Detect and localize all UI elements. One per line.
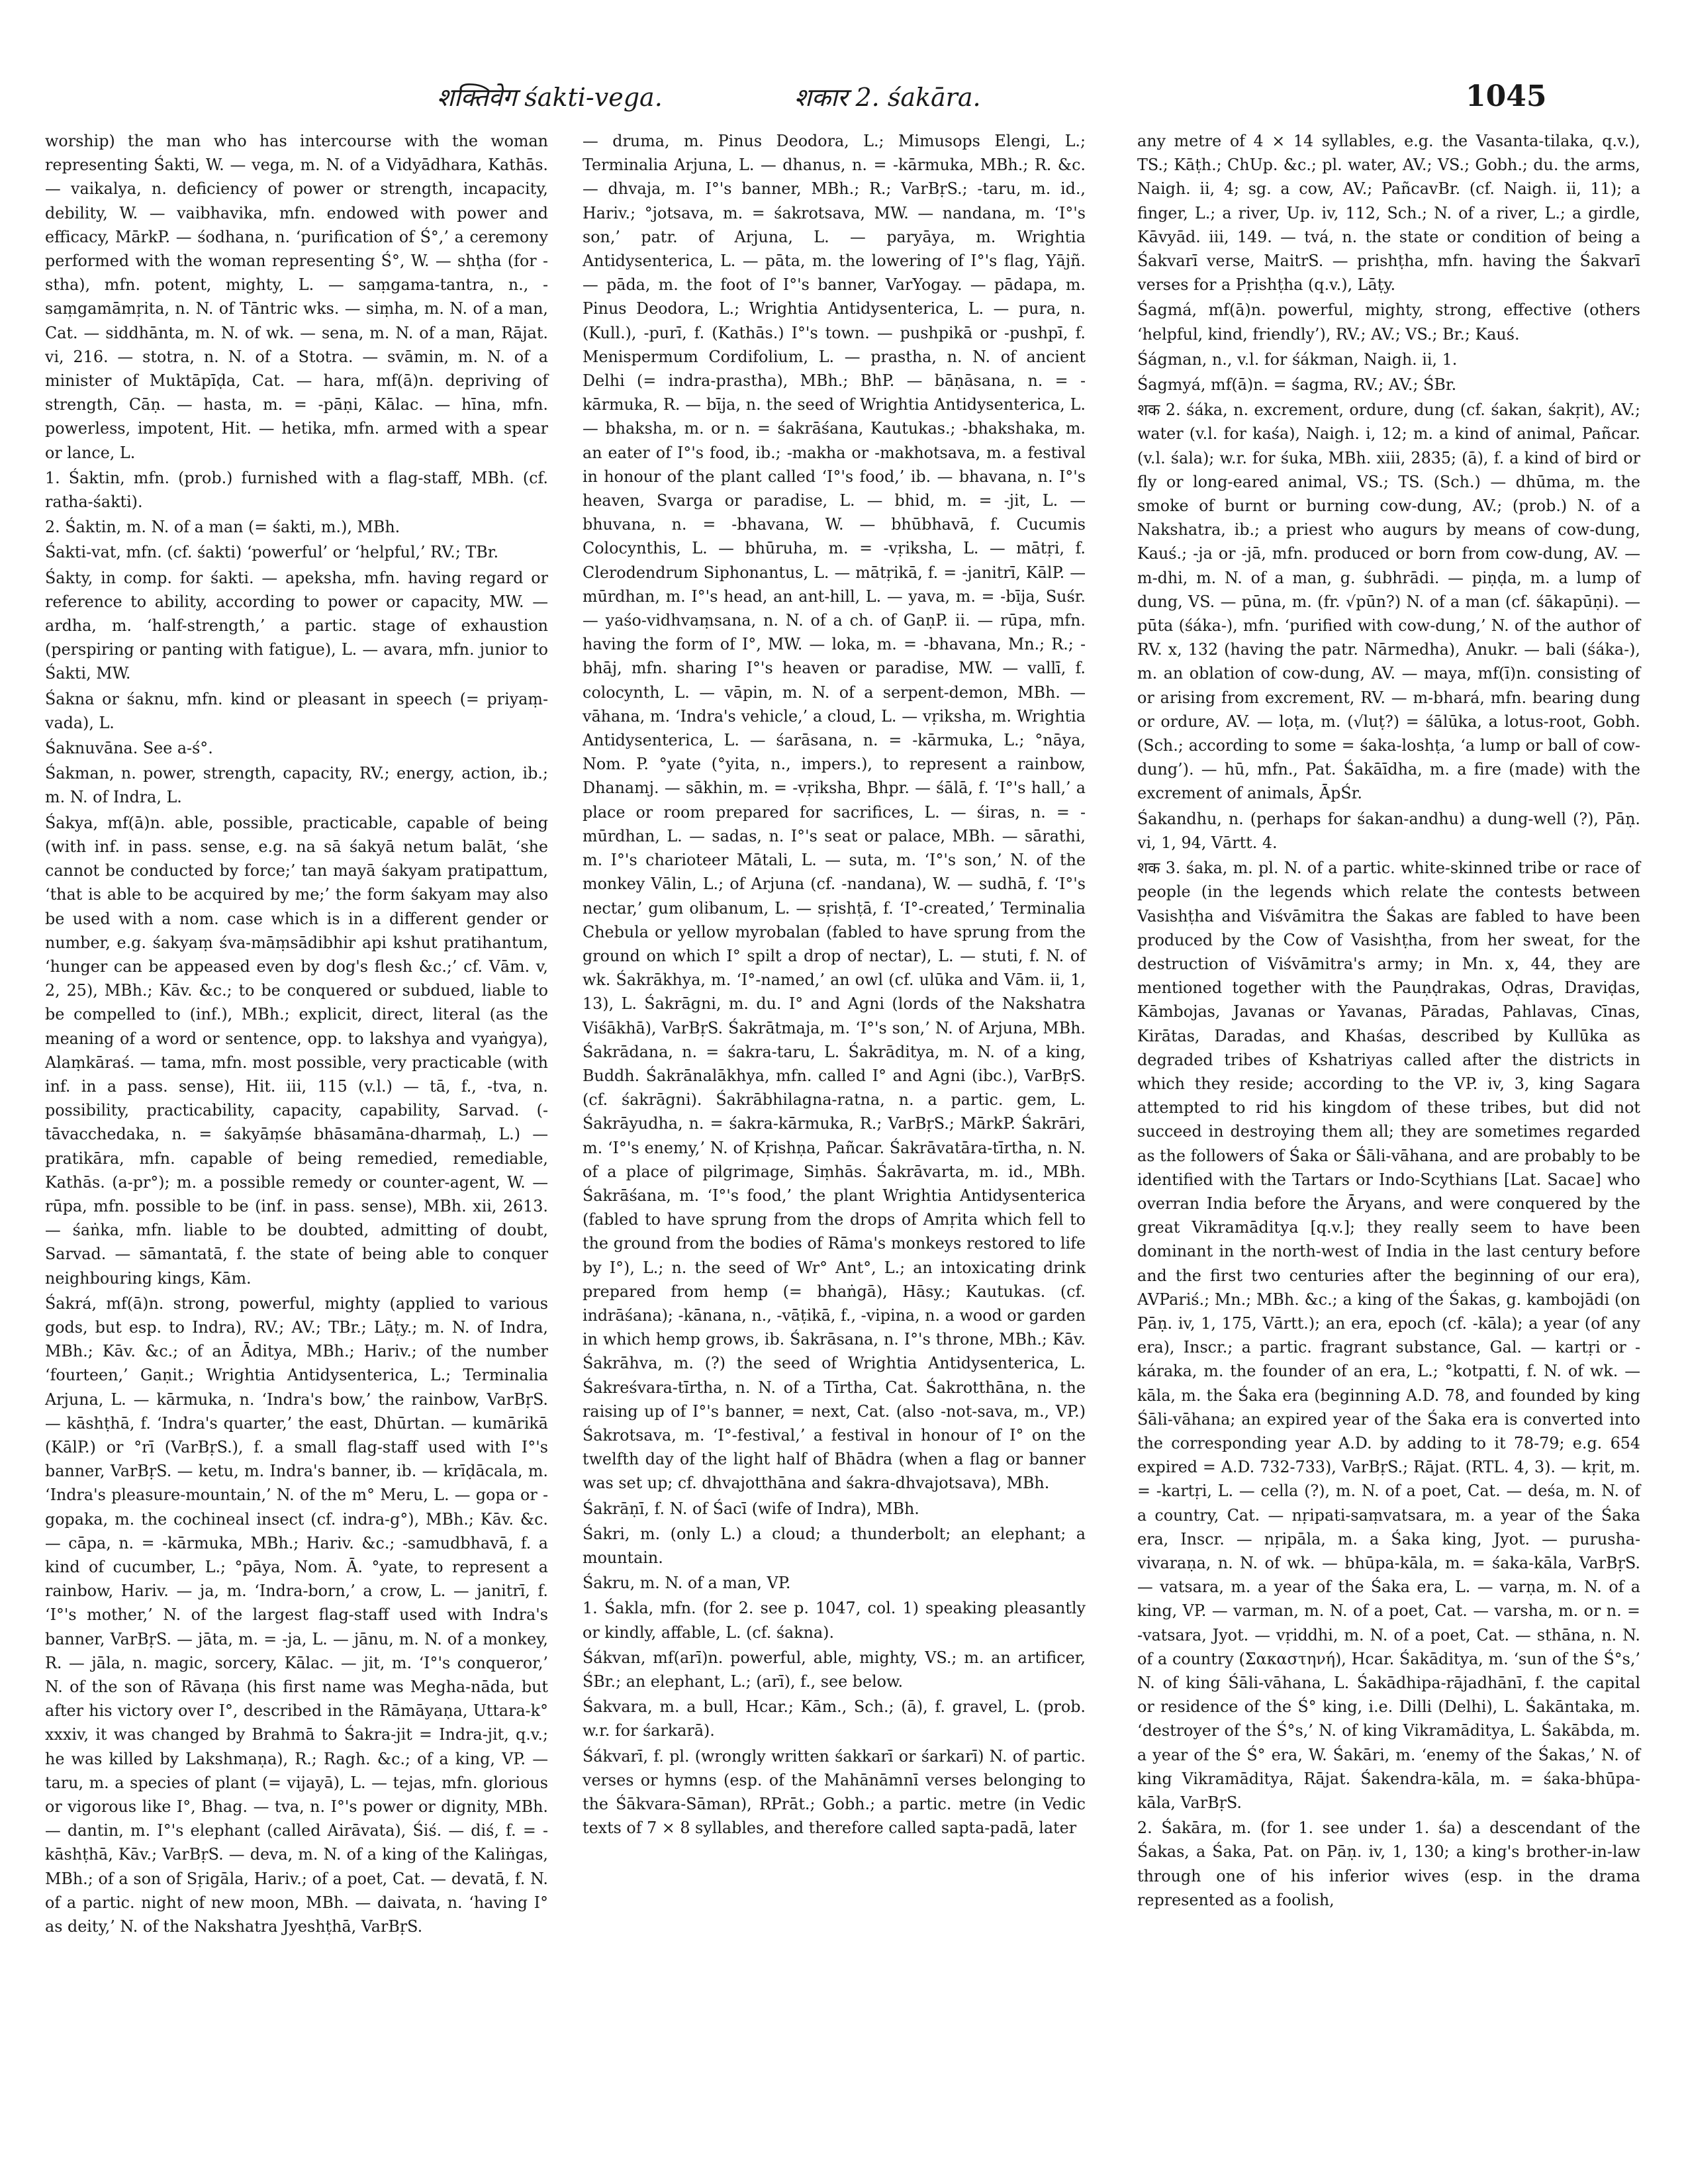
dictionary-entry: Śakti-vat, mfn. (cf. śakti) ‘powerful’ or ‘helpful,’ RV.; TBr. (45, 543, 499, 562)
dictionary-entry: 1. Śakla, mfn. (for 2. see p. 1047, col. 1) speaking pleasantly or kindly, affable, L. (cf. śakna). (583, 1599, 1086, 1642)
dictionary-entry: Śakrá, mf(ā)n. strong, powerful, mighty (applied to various gods, but esp. to Indra), RV.; AV.; TBr.; Lāṭy.; m. N. of Indra, MBh.; Kāv. &c.; of an Āditya, MBh.; Hariv.; of the number ‘fourteen,’ Gaṇit.; Wrightia Antidysenterica, L.; Terminalia Arjuna, L. — kārmuka, n. ‘Indra's bow,’ the rainbow, VarBṛS. — kāshṭhā, f. ‘Indra's quarter,’ the east, Dhūrtan. — kumārikā (KālP.) or °rī (VarBṛS.), f. a small flag-staff used with I°'s banner, VarBṛS. — ketu, m. Indra's banner, ib. — krīḍācala, m. ‘Indra's pleasure-mountain,’ N. of the m° Meru, L. — gopa or -gopaka, m. the cochineal insect (cf. indra-g°), MBh.; Kāv. &c. — cāpa, n. = -kārmuka, MBh.; Hariv. &c.; -samudbhavā, f. a kind of cucumber, L.; °pāya, Nom. Ā. °yate, to represent a rainbow, Hariv. — ja, m. ‘Indra-born,’ a crow, L. — janitrī, f. ‘I°'s mother,’ N. of the largest flag-staff used with Indra's banner, VarBṛS. — jāta, m. = -ja, L. — jānu, m. N. of a monkey, R. — jāla, n. magic, sorcery, Kālac. — jit, m. ‘I°'s conqueror,’ N. of the son of Rāvaṇa (his first name was Megha-nāda, but after his victory over I°, described in the Rāmāyaṇa, Uttara-k° xxxiv, it was changed by Brahmā to Śakra-jit = Indra-jit, q.v.; he was killed by Lakshmaṇa), R.; Ragh. &c.; of a king, VP. — taru, m. a species of plant (= vijayā), L. — tejas, mfn. glorious or vigorous like I°, Bhag. — tva, n. I°'s power or dignity, MBh. — dantin, m. I°'s elephant (called Airāvata), Śiś. — diś, f. = -kāshṭhā, Kāv.; VarBṛS. — deva, m. N. of a king of the Kaliṅgas, MBh.; of a son of Sṛigāla, Hariv.; of a poet, Cat. — devatā, f. N. of a partic. night of new moon, MBh. — daivata, n. ‘having I° as deity,’ N. of the Nakshatra Jyeshṭhā, VarBṛS. (45, 1294, 548, 1936)
column-left (45, 129, 548, 1940)
running-head-middle: शकार 2. śakāra. (794, 83, 981, 112)
dictionary-entry: Śákvarī, f. pl. (wrongly written śakkarī or śarkarī) N. of partic. verses or hymns (esp. of the Mahānāmnī verses belonging to the Śākvara-Sāman), RPrāt.; Gobh.; a partic. metre (in Vedic texts of 7 × 8 syllables, and therefore called sapta-padā, later (583, 1746, 1086, 1838)
dictionary-entry: Śakri, m. (only L.) a cloud; a thunderbolt; an elephant; a mountain. (583, 1524, 1086, 1567)
dictionary-entry: Śágman, n., v.l. for śákman, Naigh. ii, 1. (1137, 350, 1458, 369)
running-head-left: शक्तिवेग śakti-vega. (437, 83, 663, 112)
dictionary-entry: Śagmyá, mf(ā)n. = śagma, RV.; AV.; ŚBr. (1137, 375, 1457, 395)
column-right (1137, 129, 1640, 1913)
dictionary-entry: — druma, m. Pinus Deodora, L.; Mimusops Elengi, L.; Terminalia Arjuna, L. — dhanus, n. = -kārmuka, MBh.; R. &c. — dhvaja, m. I°'s banner, MBh.; R.; VarBṛS.; -taru, m. id., Hariv.; °jotsava, m. = śakrotsava, MW. — nandana, m. ‘I°'s son,’ patr. of Arjuna, L. — paryāya, m. Wrightia Antidysenterica, L. — pāta, m. the lowering of I°'s flag, Yājñ. — pāda, m. the foot of I°'s banner, VarYogay. — pādapa, m. Pinus Deodora, L.; Wrightia Antidysenterica, L. — pura, n. (Kull.), -purī, f. (Kathās.) I°'s town. — pushpikā or -pushpī, f. Menispermum Cordifolium, L. — prastha, n. N. of ancient Delhi (= indra-prastha), MBh.; BhP. — bāṇāsana, n. = -kārmuka, R. — bīja, n. the seed of Wrightia Antidysenterica, L. — bhaksha, m. or n. = śakrāśana, Kautukas.; -bhakshaka, m. an eater of I°'s food, ib.; -makha or -makhotsava, m. a festival in honour of the plant called ‘I°'s food,’ ib. — bhavana, n. I°'s heaven, Svarga or paradise, L. — bhid, m. = -jit, L. — bhuvana, n. = -bhavana, W. — bhūbhavā, f. Cucumis Colocynthis, L. — bhūruha, m. = -vṛiksha, L. — mātṛi, f. Clerodendrum Siphonantus, L. — mātṛikā, f. = -janitrī, KālP. — mūrdhan, m. I°'s head, an ant-hill, L. — yava, m. = -bīja, Suśr. — yaśo-vidhvaṃsana, n. N. of a ch. of GaṇP. ii. — rūpa, mfn. having the form of I°, MW. — loka, m. = -bhavana, Mn.; R.; -bhāj, mfn. sharing I°'s heaven or paradise, MW. — vallī, f. colocynth, L. — vāpin, m. N. of a serpent-demon, MBh. — vāhana, m. ‘Indra's vehicle,’ a cloud, L. — vṛiksha, m. Wrightia Antidysenterica, L. — śarāsana, n. = -kārmuka, L.; °nāya, Nom. P. °yate (°yita, n., impers.), to represent a rainbow, Dhanamj. — sākhin, m. = -vṛiksha, Bhpr. — śālā, f. ‘I°'s hall,’ a place or room prepared for sacrifices, L. — śiras, n. = -mūrdhan, L. — sadas, n. I°'s seat or palace, MBh. — sārathi, m. I°'s charioteer Mātali, L. — suta, m. ‘I°'s son,’ N. of the monkey Vālin, L.; of Arjuna (cf. -nandana), W. — sudhā, f. ‘I°'s nectar,’ gum olibanum, L. — sṛishṭā, f. ‘I°-created,’ Terminalia Chebula or yellow myrobalan (fabled to have sprung from the ground on which I° spilt a drop of nectar), L. — stuti, f. N. of wk. Śakrākhya, m. ‘I°-named,’ an owl (cf. ulūka and Vām. ii, 1, 13), L. Śakrāgni, m. du. I° and Agni (lords of the Nakshatra Viśākhā), VarBṛS. Śakrātmaja, m. ‘I°'s son,’ N. of Arjuna, MBh. Śakrādana, n. = śakra-taru, L. Śakrāditya, m. N. of a king, Buddh. Śakrānalākhya, mfn. called I° and Agni (ibc.), VarBṛS. (cf. śakrāgni). Śakrābhilagna-ratna, n. a partic. gem, L. Śakrāyudha, n. = śakra-kārmuka, R.; VarBṛS.; MārkP. Śakrāri, m. ‘I°'s enemy,’ N. of Kṛishṇa, Pañcar. Śakrāvatāra-tīrtha, n. N. of a place of pilgrimage, Siṃhās. Śakrāvarta, m. id., MBh. Śakrāśana, m. ‘I°'s food,’ the plant Wrightia Antidysenterica (fabled to have sprung from the drops of Amṛita which fell to the ground from the bodies of Rāma's monkeys restored to life by I°), L.; n. the seed of Wr° Ant°, L.; an intoxicating drink prepared from hemp (= bhaṅgā), Hāsy.; Kautukas. (cf. indrāśana); -kānana, n., -vāṭikā, f., -vipina, n. a wood or garden in which hemp grows, ib. Śakrāsana, n. I°'s throne, MBh.; Kāv. Śakrāhva, m. (?) the seed of Wrightia Antidysenterica, L. Śakreśvara-tīrtha, n. N. of a Tīrtha, Cat. Śakrotthāna, n. the raising up of I°'s banner, = next, Cat. (also -not-sava, m., VP.) Śakrotsava, m. ‘I°-festival,’ a festival in honour of I° on the twelfth day of the light half of Bhādra (when a flag or banner was set up; cf. dhvajotthāna and śakra-dhvajotsava), MBh. (583, 132, 1086, 1493)
dictionary-entry: Śagmá, mf(ā)n. powerful, mighty, strong, effective (others ‘helpful, kind, friendly’), RV.; AV.; VS.; Br.; Kauś. (1137, 301, 1640, 344)
dictionary-entry: 1. Śaktin, mfn. (prob.) furnished with a flag-staff, MBh. (cf. ratha-śakti). (45, 468, 548, 512)
dictionary-entry: Śakrāṇī, f. N. of Śacī (wife of Indra), MBh. (583, 1499, 919, 1518)
dictionary-entry: Śakvara, m. a bull, Hcar.; Kām., Sch.; (ā), f. gravel, L. (prob. w.r. for śarkarā). (583, 1697, 1086, 1740)
page-number: 1045 (1466, 79, 1547, 113)
dictionary-entry: शक 2. śáka, n. excrement, ordure, dung (cf. śakan, śakṛit), AV.; water (v.l. for kaśa), Naigh. i, 12; m. a kind of animal, Pañcar. (v.l. śala); w.r. for śuka, MBh. xiii, 2835; (ā), f. a kind of bird or fly or long-eared animal, VS.; TS. (Sch.) — dhūma, m. the smoke of burnt or burning cow-dung, AV.; (prob.) N. of a Nakshatra, ib.; a priest who augurs by means of cow-dung, Kauś.; -ja or -jā, mfn. produced or born from cow-dung, AV. — m-dhi, m. N. of a man, g. śubhrādi. — piṇḍa, m. a lump of dung, VS. — pūna, m. (fr. √pūn?) N. of a man (cf. śākapūṇi). — pūta (śáka-), mfn. ‘purified with cow-dung,’ N. of the author of RV. x, 132 (having the patr. Nārmedha), Anukr. — bali (śáka-), m. an oblation of cow-dung, AV. — maya, mf(ī)n. consisting of or arising from excrement, RV. — m-bhará, mfn. bearing dung or ordure, AV. — loṭa, m. (√luṭ?) = śālūka, a lotus-root, Gobh. (Sch.; according to some = śaka-loshṭa, ‘a lump or ball of cow-dung’). — hū, mfn., Pat. Śakāīdha, m. a fire (made) with the excrement of animals, ĀpŚr. (1137, 401, 1640, 803)
dictionary-entry: 2. Śaktin, m. N. of a man (= śakti, m.), MBh. (45, 518, 400, 537)
dictionary-entry: Śakman, n. power, strength, capacity, RV.; energy, action, ib.; m. N. of Indra, L. (45, 764, 548, 807)
column-middle (583, 129, 1086, 1841)
dictionary-entry: Śakandhu, n. (perhaps for śakan-andhu) a dung-well (?), Pāṇ. vi, 1, 94, Vārtt. 4. (1137, 809, 1640, 852)
dictionary-entry: 2. Śakāra, m. (for 1. see under 1. śa) a descendant of the Śakas, a Śaka, Pat. on Pāṇ. iv, 1, 130; a king's brother-in-law through one of his inferior wives (esp. in the drama represented as a foolish, (1137, 1819, 1640, 1909)
dictionary-entry: Śakna or śaknu, mfn. kind or pleasant in speech (= priyaṃ-vada), L. (45, 689, 548, 732)
dictionary-entry: Śaknuvāna. See a-ś°. (45, 739, 213, 758)
dictionary-entry: शक 3. śaka, m. pl. N. of a partic. white-skinned tribe or race of people (in the legends which relate the contests between Vasishṭha and Viśvāmitra the Śakas are fabled to have been produced by the Cow of Vasishṭha, from her sweat, for the destruction of Viśvāmitra's army; in Mn. x, 44, they are mentioned together with the Pauṇḍrakas, Oḍras, Draviḍas, Kāmbojas, Javanas or Yavanas, Pāradas, Pahlavas, Cīnas, Kirātas, Daradas, and Khaśas, described by Kullūka as degraded tribes of Kshatriyas called after the districts in which they reside; according to the VP. iv, 3, king Sagara attempted to rid his kingdom of these tribes, but did not succeed in destroying them all; they are sometimes regarded as the followers of Śaka or Śāli-vāhana, and are probably to be identified with the Tartars or Indo-Scythians [Lat. Sacae] who overran India before the Āryans, and were conquered by the great Vikramāditya [q.v.]; they really seem to have been dominant in the north-west of India in the last century before and the first two centuries after the beginning of our era), AVPariś.; Mn.; MBh. &c.; a king of the Śakas, g. kambojādi (on Pāṇ. iv, 1, 175, Vārtt.); an era, epoch (cf. -kāla); a year (of any era), Inscr.; a partic. fragrant substance, Gal. — kartṛi or -káraka, m. the founder of an era, L.; °kotpatti, f. N. of wk. — kāla, m. the Śaka era (beginning A.D. 78, and founded by king Śāli-vāhana; an expired year of the Śaka era is converted into the corresponding year A.D. by adding to it 78-79; e.g. 654 expired = A.D. 732-733), VarBṛS.; Rājat. (RTL. 4, 3). — kṛit, m. = -kartṛi, L. — cella (?), m. N. of a poet, Cat. — deśa, m. N. of a country, Cat. — nṛipati-saṃvatsara, m. a year of the Śaka era, Inscr. — nṛipāla, m. a Śaka king, Jyot. — purusha-vivaraṇa, n. N. of wk. — bhūpa-kāla, m. = śaka-kāla, VarBṛS. — vatsara, m. a year of the Śaka era, L. — varṇa, m. N. of a king, VP. — varman, m. N. of a poet, Cat. — varsha, m. or n. = -vatsara, Jyot. — vṛiddhi, m. N. of a poet, Cat. — sthāna, n. N. of a country (Σακαστηνή), Hcar. Śakāditya, m. ‘sun of the Ś°s,’ N. of king Śāli-vāhana, L. Śakādhipa-rājadhānī, f. the capital or residence of the Ś° king, i.e. Dilli (Delhi), L. Śakāntaka, m. ‘destroyer of the Ś°s,’ N. of king Vikramāditya, L. Śakābda, m. a year of the Ś° era, W. Śakāri, m. ‘enemy of the Śakas,’ N. of king Vikramāditya, Rājat. Śakendra-kāla, m. = śaka-bhūpa-kāla, VarBṛS. (1137, 859, 1640, 1813)
dictionary-entry: Śákvan, mf(arī)n. powerful, able, mighty, VS.; m. an artificer, ŚBr.; an elephant, L.; (arī), f., see below. (583, 1648, 1086, 1691)
dictionary-entry: Śakru, m. N. of a man, VP. (583, 1574, 791, 1593)
dictionary-entry: Śakya, mf(ā)n. able, possible, practicable, capable of being (with inf. in pass. sense, e.g. na sā śakyā netum balāt, ‘she cannot be conducted by force;’ tan mayā śakyam pratipattum, ‘that is able to be acquired by me;’ the form śakyam may also be used with a nom. case which is in a different gender or number, e.g. śakyaṃ śva-māṃsādibhir api kshut pratihantum, ‘hunger can be appeased even by dog's flesh &c.;’ cf. Vām. v, 2, 25), MBh.; Kāv. &c.; to be conquered or subdued, liable to be compelled to (inf.), MBh.; explicit, direct, literal (as the meaning of a word or sentence, opp. to lakshya and vyaṅgya), Alaṃkāraś. — tama, mfn. most possible, very practicable (with inf. in a pass. sense), Hit. iii, 115 (v.l.) — tā, f., -tva, n. possibility, practicability, capacity, capability, Sarvad. (-tāvacchedaka, n. = śakyāṃśe bhāsamāna-dharmaḥ, L.) — pratikāra, mfn. capable of being remedied, remediable, Kathās. (a-pr°); m. a possible remedy or counter-agent, W. — rūpa, mfn. possible to be (inf. in pass. sense), MBh. xii, 2613. — śaṅka, mfn. liable to be doubted, admitting of doubt, Sarvad. — sāmantatā, f. the state of being able to conquer neighbouring kings, Kām. (45, 813, 548, 1288)
dictionary-entry: Śakty, in comp. for śakti. — apeksha, mfn. having regard or reference to ability, according to power or capacity, MW. — ardha, m. ‘half-strength,’ a partic. stage of exhaustion (perspiring or panting with fatigue), L. — avara, mfn. junior to Śakti, MW. (45, 568, 548, 683)
dictionary-entry: worship) the man who has intercourse with the woman representing Śakti, W. — vega, m. N. of a Vidyādhara, Kathās. — vaikalya, n. deficiency of power or strength, incapacity, debility, W. — vaibhavika, mfn. endowed with power and efficacy, MārkP. — śodhana, n. ‘purification of Ś°,’ a ceremony performed with the woman representing Ś°, W. — shṭha (for -stha), mfn. potent, mighty, L. — saṃgama-tantra, n., -saṃgamāmṛita, n. N. of Tāntric wks. — siṃha, m. N. of a man, Cat. — siddhānta, m. N. of wk. — sena, m. N. of a man, Rājat. vi, 216. — stotra, n. N. of a Stotra. — svāmin, m. N. of a minister of Muktāpīḍa, Cat. — hara, mf(ā)n. depriving of strength, Cāṇ. — hasta, m. = -pāṇi, Kālac. — hīna, mfn. powerless, impotent, Hit. — hetika, mfn. armed with a spear or lance, L. (45, 132, 548, 462)
dictionary-entry: any metre of 4 × 14 syllables, e.g. the Vasanta-tilaka, q.v.), TS.; Kāṭh.; ChUp. &c.; pl. water, AV.; VS.; Gobh.; du. the arms, Naigh. ii, 4; sg. a cow, AV.; PañcavBr. (cf. Naigh. ii, 11); a finger, L.; a river, Up. iv, 112, Sch.; N. of a river, L.; a girdle, Kāvyād. iii, 149. — tvá, n. the state or condition of being a Śakvarī verse, MaitrS. — prishṭha, mfn. having the Śakvarī verses for a Pṛishṭha (q.v.), Lāṭy. (1137, 132, 1640, 295)
